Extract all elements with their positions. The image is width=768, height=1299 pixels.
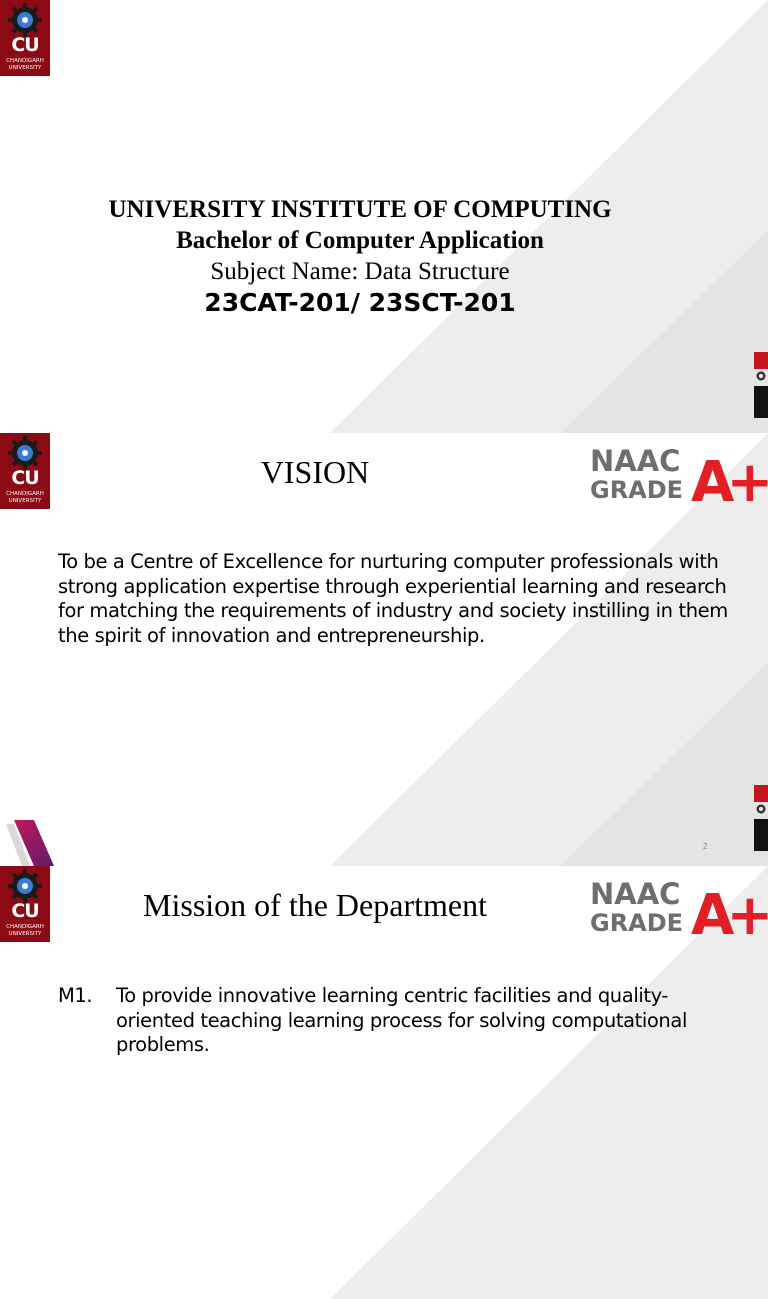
naac-logo-grade: A+	[691, 450, 766, 515]
title-slide	[0, 0, 768, 433]
vision-statement: To be a Centre of Excellence for nurturing computer professionals with strong application expertise through experiential learning and research for matching the requirements of industry and society instilling in them the spirit of innovation and entrepreneurship.	[58, 550, 728, 647]
cu-logo-subtitle	[0, 491, 50, 505]
naac-logo-line1: NAAC	[590, 877, 681, 911]
naac-logo-line2: GRADE	[590, 909, 684, 937]
cu-logo-sub-line2: UNIVERSITY	[8, 498, 42, 504]
edge-marker	[754, 785, 768, 851]
vision-heading: VISION	[260, 454, 370, 490]
mission-item-label: M1.	[58, 984, 93, 1007]
cu-logo-text: CU	[11, 900, 39, 922]
naac-logo-line1: NAAC	[590, 444, 681, 478]
mission-slide	[0, 866, 768, 1056]
cu-logo-text: CU	[11, 467, 39, 489]
cu-logo-subtitle	[0, 924, 50, 938]
title-block	[0, 194, 720, 319]
naac-grade-logo	[588, 441, 766, 515]
course-code: 23CAT-201/ 23SCT-201	[204, 288, 516, 317]
naac-logo-grade: A+	[691, 883, 766, 948]
edge-marker	[754, 352, 768, 418]
cu-logo-sub-line1: CHANDIGARH	[6, 924, 44, 930]
cu-logo-text: CU	[11, 34, 39, 56]
mission-item-text: To provide innovative learning centric facilities and quality-oriented teaching learning process for solving computational problems.	[116, 984, 687, 1056]
small-gear-icon	[755, 803, 767, 815]
cu-logo-sub-line1: CHANDIGARH	[6, 58, 44, 64]
cu-logo-subtitle	[0, 58, 50, 72]
program-name: Bachelor of Computer Application	[176, 227, 544, 254]
cu-logo	[0, 0, 50, 76]
slide-number: 2	[703, 842, 708, 851]
institute-name: UNIVERSITY INSTITUTE OF COMPUTING	[108, 196, 612, 223]
naac-grade-logo	[588, 874, 766, 948]
small-gear-icon	[755, 370, 767, 382]
vision-slide	[0, 433, 768, 866]
subject-name: Subject Name: Data Structure	[210, 258, 510, 285]
ribbon-decoration	[4, 820, 54, 866]
gear-emblem-icon	[7, 2, 43, 38]
cu-logo-sub-line2: UNIVERSITY	[8, 65, 42, 71]
cu-logo-sub-line2: UNIVERSITY	[8, 931, 42, 937]
naac-logo-line2: GRADE	[590, 476, 684, 504]
cu-logo-sub-line1: CHANDIGARH	[6, 491, 44, 497]
mission-item-m1	[58, 984, 728, 1058]
mission-heading: Mission of the Department	[143, 887, 487, 923]
